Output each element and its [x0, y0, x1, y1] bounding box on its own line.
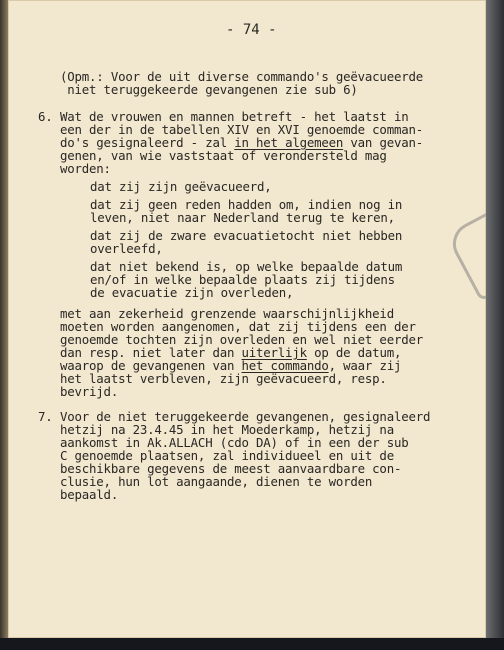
underlined-phrase: het commando — [241, 358, 329, 373]
note-line-1: (Opm.: Voor de uit diverse commando's geëvacueerde — [60, 69, 423, 84]
conclusion-text: op de datum, — [306, 345, 402, 360]
conclusion-line-1: met aan zekerheid grenzende waarschijnlijkheid — [60, 306, 394, 321]
item-7-number: 7. — [38, 409, 53, 424]
item-6-intro-1: Wat de vrouwen en mannen betreft - het laatst in — [60, 109, 409, 124]
intro-text: van gevan- — [343, 135, 424, 150]
item-7-line-7: bepaald. — [60, 487, 119, 502]
intro-text: do's gesignaleerd - zal — [60, 135, 235, 150]
item-6-intro-4: genen, van wie vaststaat of verondersteld mag — [60, 148, 387, 163]
underlined-word: uiterlijk — [241, 345, 307, 360]
conclusion-line-6: het laatst verbleven, zijn geëvacueerd, resp. — [60, 371, 387, 386]
condition-4-line-1: dat niet bekend is, op welke bepaalde datum — [90, 259, 403, 274]
page-edge-shadow — [486, 0, 504, 650]
item-6-intro-5: worden: — [60, 161, 111, 176]
item-6-intro-2: een der in de tabellen XIV en XVI genoemde comman- — [60, 122, 423, 137]
condition-4-line-2: en/of in welke bepaalde plaats zij tijdens — [90, 272, 395, 287]
conclusion-line-2: moeten worden aangenomen, dat zij tijdens een der — [60, 319, 416, 334]
item-7-line-4: C genoemde plaatsen, zal individueel en uit de — [60, 448, 394, 463]
item-7-line-2: hetzij na 23.4.45 in het Moederkamp, hetzij na — [60, 422, 394, 437]
conclusion-text: dan resp. niet later dan — [60, 345, 242, 360]
paper-clip-icon — [445, 210, 486, 302]
item-7-line-6: clusie, hun lot aangaande, dienen te worden — [60, 474, 373, 489]
item-7-line-5: beschikbare gegevens de meest aanvaardbare con- — [60, 461, 402, 476]
bottom-shadow — [0, 638, 504, 650]
item-7-line-3: aankomst in Ak.ALLACH (cdo DA) of in een der sub — [60, 435, 409, 450]
conclusion-line-3: genoemde tochten zijn overleden en wel niet eerder — [60, 332, 423, 347]
underlined-phrase: in het algemeen — [234, 135, 344, 150]
condition-2-line-2: leven, niet naar Nederland terug te keren, — [90, 210, 395, 225]
condition-3-line-2: overleefd, — [90, 241, 163, 256]
conclusion-text: waarop de gevangenen van — [60, 358, 242, 373]
condition-2-line-1: dat zij geen reden hadden om, indien nog in — [90, 197, 403, 212]
conclusion-line-7: bevrijd. — [60, 384, 119, 399]
condition-1: dat zij zijn geëvacueerd, — [90, 179, 272, 194]
item-6-number: 6. — [38, 109, 53, 124]
condition-4-line-3: de evacuatie zijn overleden, — [90, 285, 294, 300]
condition-3-line-1: dat zij de zware evacuatietocht niet hebben — [90, 228, 403, 243]
note-line-2: niet teruggekeerde gevangenen zie sub 6) — [60, 82, 358, 97]
binding-gutter — [0, 0, 8, 650]
document-page — [8, 0, 486, 638]
page-number: - 74 - — [226, 22, 277, 38]
conclusion-text: , waar zij — [328, 358, 402, 373]
item-7-line-1: Voor de niet teruggekeerde gevangenen, gesignaleerd — [60, 409, 431, 424]
